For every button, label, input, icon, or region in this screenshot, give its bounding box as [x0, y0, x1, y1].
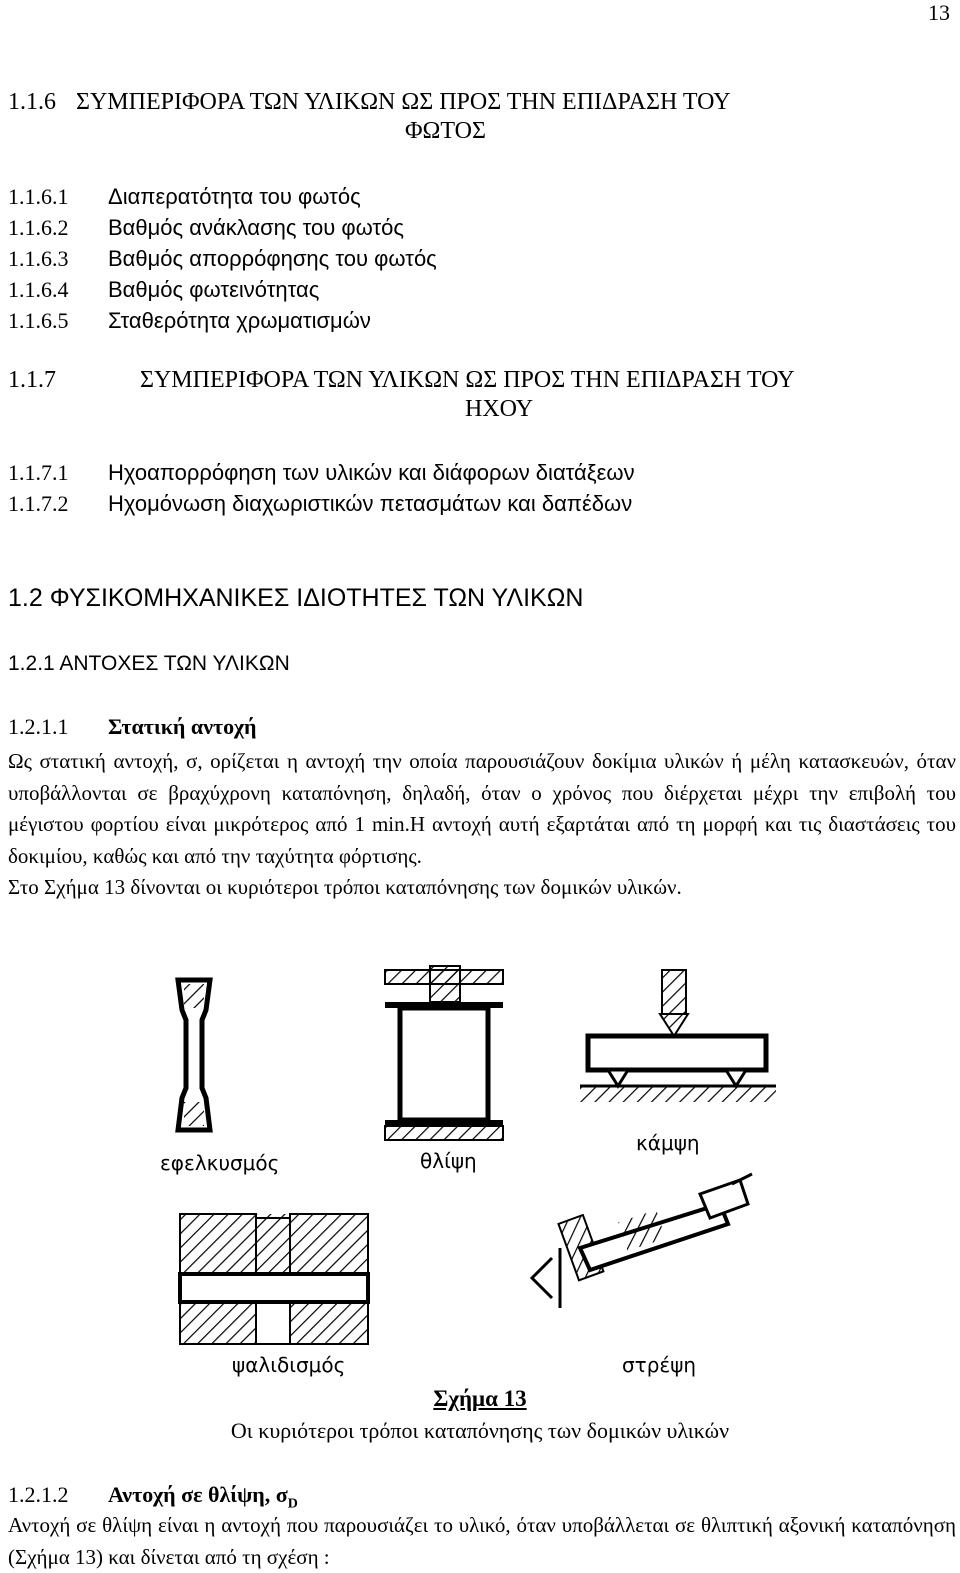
toc-number: 1.1.7.2 — [8, 491, 69, 516]
paragraph-static-strength: Ως στατική αντοχή, σ, ορίζεται η αντοχή την οποία παρουσιάζουν δοκίμια υλικών ή μέλη κατασκευών, όταν υποβάλλονται σε βραχύχρονη καταπόνηση, δηλαδή, όταν ο χρόνος που διέρχεται μέχρι την επιβολή του μέγιστου φορτίου είναι μικρότερος από 1 min.Η αντοχή αυτή εξαρτάται από τη μορφή και τις διαστάσεις του δοκιμίου, καθώς και από την ταχύτητα φόρτισης. — [8, 749, 956, 868]
tension-specimen — [178, 980, 210, 1130]
toc-text: Βαθμός ανάκλασης του φωτός — [108, 215, 405, 240]
figure-caption-title: Σχήμα 13 — [433, 1386, 527, 1411]
toc-number: 1.1.6.1 — [8, 184, 69, 209]
bending-specimen — [580, 970, 776, 1102]
label-compression: θλίψη — [420, 1149, 477, 1173]
torsion-specimen — [532, 1174, 752, 1308]
subsection-heading-1-2-1-1 — [8, 712, 257, 742]
toc-text: Βαθμός φωτεινότητας — [108, 277, 320, 302]
label-bending: κάμψη — [636, 1131, 700, 1155]
toc-number: 1.1.6.3 — [8, 246, 69, 271]
section-title: ΣΥΜΠΕΡΙΦΟΡΑ ΤΩΝ ΥΛΙΚΩΝ ΩΣ ΠΡΟΣ ΤΗΝ ΕΠΙΔΡΑΣΗ ΤΟΥ — [140, 367, 795, 393]
page-number: 13 — [928, 0, 950, 25]
figure-caption: Οι κυριότεροι τρόποι καταπόνησης των δομικών υλικών — [230, 1418, 730, 1443]
subsection-number: 1.2.1.2 — [8, 1482, 69, 1507]
subsection-title: Στατική αντοχή — [108, 714, 257, 739]
toc-text: Διαπερατότητα του φωτός — [108, 184, 361, 209]
toc-number: 1.1.6.4 — [8, 277, 69, 302]
paragraph-figure-reference: Στο Σχήμα 13 δίνονται οι κυριότεροι τρόποι καταπόνησης των δομικών υλικών. — [8, 875, 682, 899]
toc-item — [8, 458, 635, 488]
figure-loading-modes — [140, 948, 830, 1378]
toc-item — [8, 213, 404, 243]
subsection-title: Αντοχή σε θλίψη, σ — [108, 1482, 288, 1507]
toc-item — [8, 244, 437, 274]
section-number: 1.1.6 — [8, 89, 56, 115]
label-shear: ψαλιδισμός — [232, 1353, 346, 1377]
section-heading-1-1-7 — [8, 364, 795, 396]
section-title-continuation: ΗΧΟΥ — [465, 396, 534, 422]
subsection-title-subscript: D — [287, 1496, 298, 1512]
toc-number: 1.1.7.1 — [8, 460, 69, 485]
toc-number: 1.1.6.5 — [8, 308, 69, 333]
toc-item — [8, 182, 361, 212]
toc-number: 1.1.6.2 — [8, 215, 69, 240]
label-tension: εφελκυσμός — [160, 1151, 280, 1175]
section-heading-1-2-1: 1.2.1 ΑΝΤΟΧΕΣ ΤΩΝ ΥΛΙΚΩΝ — [8, 652, 290, 675]
section-title-continuation: ΦΩΤΟΣ — [405, 118, 486, 144]
toc-item — [8, 275, 319, 305]
shear-specimen — [180, 1214, 368, 1344]
section-heading-1-2: 1.2 ΦΥΣΙΚΟΜΗΧΑΝΙΚΕΣ ΙΔΙΟΤΗΤΕΣ ΤΩΝ ΥΛΙΚΩΝ — [8, 584, 584, 612]
section-number: 1.1.7 — [8, 367, 56, 393]
toc-text: Ηχοαπορρόφηση των υλικών και διάφορων διατάξεων — [108, 460, 635, 485]
toc-item — [8, 306, 371, 336]
toc-text: Ηχομόνωση διαχωριστικών πετασμάτων και δαπέδων — [108, 491, 633, 516]
section-title: ΣΥΜΠΕΡΙΦΟΡΑ ΤΩΝ ΥΛΙΚΩΝ ΩΣ ΠΡΟΣ ΤΗΝ ΕΠΙΔΡΑΣΗ ΤΟΥ — [76, 89, 731, 115]
section-heading-1-1-6 — [8, 86, 731, 118]
toc-text: Βαθμός απορρόφησης του φωτός — [108, 246, 437, 271]
paragraph-compression-strength: Αντοχή σε θλίψη είναι η αντοχή που παρουσιάζει το υλικό, όταν υποβάλλεται σε θλιπτική αξονική καταπόνηση (Σχήμα 13) και δίνεται από τη σχέση : — [8, 1513, 956, 1569]
label-torsion: στρέψη — [622, 1353, 697, 1377]
toc-item — [8, 489, 632, 519]
subsection-number: 1.2.1.1 — [8, 714, 69, 739]
compression-specimen — [385, 966, 503, 1140]
toc-text: Σταθερότητα χρωματισμών — [108, 308, 371, 333]
